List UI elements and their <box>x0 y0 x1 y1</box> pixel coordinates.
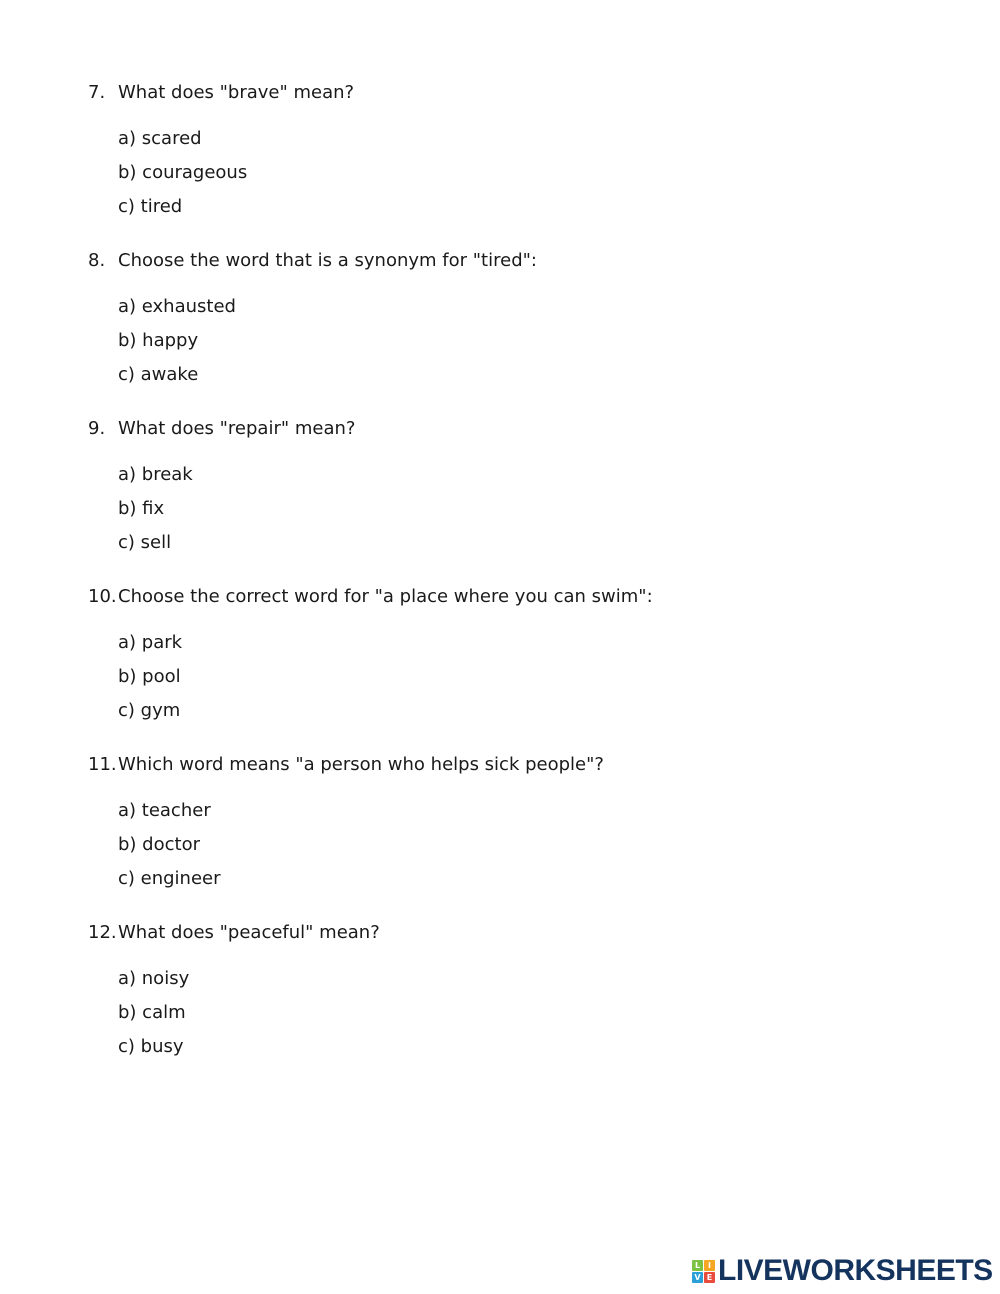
answer-option-c[interactable]: c) sell <box>118 532 172 553</box>
question-line <box>88 82 968 104</box>
question-number: 12. <box>88 922 117 943</box>
logo-mark-letter: I <box>704 1260 715 1271</box>
logo-wordmark: LIVEWORKSHEETS <box>718 1254 993 1287</box>
question-number: 11. <box>88 754 117 775</box>
question-number: 10. <box>88 586 117 607</box>
question-8 <box>88 250 968 385</box>
answer-option-b[interactable]: b) happy <box>118 330 199 351</box>
answer-option-b[interactable]: b) calm <box>118 1002 186 1023</box>
answer-option-b[interactable]: b) pool <box>118 666 181 687</box>
question-number: 9. <box>88 418 106 439</box>
answer-option-b[interactable]: b) courageous <box>118 162 248 183</box>
question-line <box>88 922 968 944</box>
answer-option-a[interactable]: a) exhausted <box>118 296 236 317</box>
question-11 <box>88 754 968 889</box>
question-line <box>88 586 968 608</box>
question-7 <box>88 82 968 217</box>
question-line <box>88 418 968 440</box>
answer-option-a[interactable]: a) teacher <box>118 800 211 821</box>
question-text: Choose the correct word for "a place where you can swim": <box>118 586 653 607</box>
question-12 <box>88 922 968 1057</box>
question-9 <box>88 418 968 553</box>
answer-option-a[interactable]: a) break <box>118 464 193 485</box>
answer-option-a[interactable]: a) scared <box>118 128 202 149</box>
answer-option-c[interactable]: c) tired <box>118 196 183 217</box>
question-text: Choose the word that is a synonym for "tired": <box>118 250 537 271</box>
question-text: What does "repair" mean? <box>118 418 356 439</box>
answer-option-b[interactable]: b) doctor <box>118 834 200 855</box>
liveworksheets-logo <box>692 1254 993 1288</box>
logo-mark-letter: L <box>692 1260 703 1271</box>
question-10 <box>88 586 968 721</box>
answer-option-c[interactable]: c) gym <box>118 700 181 721</box>
answer-option-c[interactable]: c) awake <box>118 364 199 385</box>
question-line <box>88 754 968 776</box>
answer-option-c[interactable]: c) engineer <box>118 868 221 889</box>
question-text: Which word means "a person who helps sick people"? <box>118 754 604 775</box>
question-number: 8. <box>88 250 106 271</box>
question-text: What does "brave" mean? <box>118 82 355 103</box>
answer-option-a[interactable]: a) noisy <box>118 968 190 989</box>
logo-mark-letter: V <box>692 1272 703 1283</box>
answer-option-c[interactable]: c) busy <box>118 1036 184 1057</box>
answer-option-b[interactable]: b) fix <box>118 498 165 519</box>
logo-mark-icon <box>692 1260 715 1283</box>
question-text: What does "peaceful" mean? <box>118 922 380 943</box>
logo-mark-letter: E <box>704 1272 715 1283</box>
answer-option-a[interactable]: a) park <box>118 632 183 653</box>
question-line <box>88 250 968 272</box>
question-number: 7. <box>88 82 106 103</box>
